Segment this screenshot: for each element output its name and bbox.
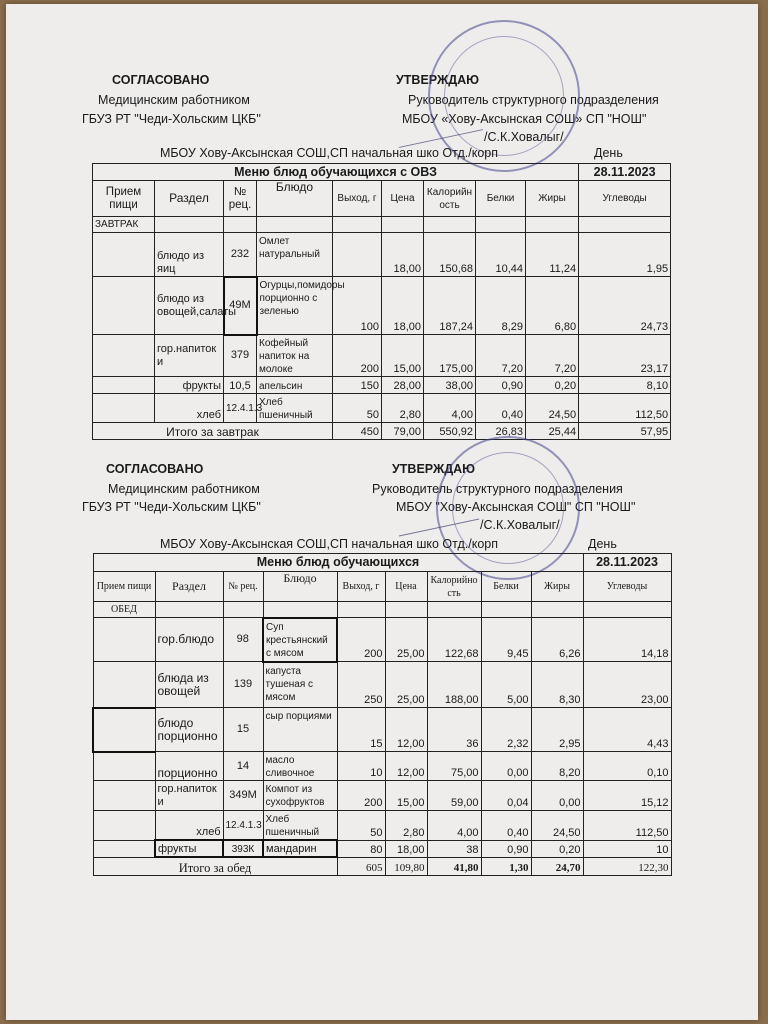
- row-price: 15,00: [385, 781, 427, 811]
- row-protein: 10,44: [476, 233, 526, 277]
- row-protein: 0,00: [481, 752, 531, 781]
- table-row: [93, 662, 671, 708]
- total-price: 109,80: [385, 857, 427, 875]
- row-yield: [333, 233, 382, 277]
- table-row: [93, 752, 671, 781]
- col-meal: Прием пищи: [93, 572, 155, 602]
- col-section: Раздел: [155, 181, 224, 217]
- table-row: [93, 781, 671, 811]
- day-label: День: [594, 146, 623, 160]
- row-carbs: 10: [583, 840, 671, 857]
- col-yield: Выход, г: [337, 572, 385, 602]
- menu-date: 28.11.2023: [583, 554, 671, 572]
- col-carbs: Углеводы: [579, 181, 671, 217]
- row-fat: 8,20: [531, 752, 583, 781]
- row-protein: 9,45: [481, 618, 531, 662]
- total-protein: 26,83: [476, 423, 526, 440]
- row-dish: Компот из сухофруктов: [263, 781, 337, 811]
- row-section: блюда из овощей: [155, 662, 223, 708]
- col-yield: Выход, г: [333, 181, 382, 217]
- row-dish: мандарин: [263, 840, 337, 857]
- row-price: 2,80: [382, 394, 424, 423]
- row-yield: 200: [337, 618, 385, 662]
- table-row: [93, 618, 671, 662]
- col-section: Раздел: [155, 572, 223, 602]
- table-row: [93, 811, 671, 841]
- row-section: гор.блюдо: [155, 618, 223, 662]
- table-row: [93, 394, 671, 423]
- row-kcal: 188,00: [427, 662, 481, 708]
- row-recipe: 14: [223, 752, 263, 781]
- table-row: [93, 840, 671, 857]
- row-section: блюдо из яиц: [155, 233, 224, 277]
- menu-date: 28.11.2023: [579, 164, 671, 181]
- row-dish: Суп крестьянский с мясом: [263, 618, 337, 662]
- total-carbs: 122,30: [583, 857, 671, 875]
- row-protein: 0,90: [481, 840, 531, 857]
- row-price: 18,00: [382, 277, 424, 335]
- row-price: 25,00: [385, 618, 427, 662]
- row-kcal: 4,00: [427, 811, 481, 841]
- row-yield: 200: [337, 781, 385, 811]
- table-row: [93, 335, 671, 377]
- row-section: порционно: [155, 752, 223, 781]
- row-protein: 0,04: [481, 781, 531, 811]
- row-carbs: 1,95: [579, 233, 671, 277]
- col-kcal: Калорийность: [427, 572, 481, 602]
- row-recipe: 49М: [224, 277, 257, 335]
- row-dish: масло сливочное: [263, 752, 337, 781]
- table-row: [93, 377, 671, 394]
- row-price: 18,00: [385, 840, 427, 857]
- row-fat: 24,50: [526, 394, 579, 423]
- row-price: 28,00: [382, 377, 424, 394]
- agreed-title: СОГЛАСОВАНО: [112, 73, 210, 87]
- row-carbs: 24,73: [579, 277, 671, 335]
- agreed-line-1: Медицинским работником: [98, 93, 250, 107]
- row-recipe: 15: [223, 708, 263, 752]
- total-yield: 605: [337, 857, 385, 875]
- row-price: 12,00: [385, 708, 427, 752]
- lunch-table: [92, 553, 672, 876]
- col-dish: Блюдо: [257, 181, 333, 217]
- row-price: 18,00: [382, 233, 424, 277]
- row-section: фрукты: [155, 840, 223, 857]
- row-dish: сыр порциями: [263, 708, 337, 752]
- row-fat: 11,24: [526, 233, 579, 277]
- row-recipe: 393К: [223, 840, 263, 857]
- col-recipe: № рец.: [224, 181, 257, 217]
- row-fat: 6,26: [531, 618, 583, 662]
- row-kcal: 38,00: [424, 377, 476, 394]
- agreed-line-2: ГБУЗ РТ "Чеди-Хольским ЦКБ": [82, 500, 261, 514]
- row-recipe: 232: [224, 233, 257, 277]
- col-fat: Жиры: [531, 572, 583, 602]
- row-recipe: 10,5: [224, 377, 257, 394]
- row-yield: 10: [337, 752, 385, 781]
- row-yield: 80: [337, 840, 385, 857]
- day-label: День: [588, 537, 617, 551]
- row-recipe: 12.4.1.3: [223, 811, 263, 841]
- row-kcal: 38: [427, 840, 481, 857]
- row-dish: Хлеб пшеничный: [263, 811, 337, 841]
- col-protein: Белки: [476, 181, 526, 217]
- row-carbs: 8,10: [579, 377, 671, 394]
- row-section: хлеб: [155, 394, 224, 423]
- table-row: [93, 277, 671, 335]
- col-price: Цена: [385, 572, 427, 602]
- total-fat: 25,44: [526, 423, 579, 440]
- approve-signer: /С.К.Ховалыг/: [484, 130, 564, 144]
- table-row: [93, 233, 671, 277]
- row-protein: 0,40: [481, 811, 531, 841]
- total-price: 79,00: [382, 423, 424, 440]
- agreed-line-1: Медицинским работником: [108, 482, 260, 496]
- approve-signer: /С.К.Ховалыг/: [480, 518, 560, 532]
- row-protein: 0,90: [476, 377, 526, 394]
- row-kcal: 187,24: [424, 277, 476, 335]
- row-carbs: 0,10: [583, 752, 671, 781]
- row-fat: 0,00: [531, 781, 583, 811]
- row-section: гор.напиток и: [155, 781, 223, 811]
- row-dish: Огурцы,помидоры порционно с зеленью: [257, 277, 333, 335]
- col-protein: Белки: [481, 572, 531, 602]
- row-yield: 250: [337, 662, 385, 708]
- row-recipe: 349М: [223, 781, 263, 811]
- col-meal: Прием пищи: [93, 181, 155, 217]
- row-kcal: 75,00: [427, 752, 481, 781]
- row-carbs: 15,12: [583, 781, 671, 811]
- total-fat: 24,70: [531, 857, 583, 875]
- meal-label: ЗАВТРАК: [93, 217, 155, 233]
- row-dish: апельсин: [257, 377, 333, 394]
- row-dish: Омлет натуральный: [257, 233, 333, 277]
- row-kcal: 4,00: [424, 394, 476, 423]
- col-carbs: Углеводы: [583, 572, 671, 602]
- total-label: Итого за обед: [93, 857, 337, 875]
- col-kcal: Калорийность: [424, 181, 476, 217]
- col-fat: Жиры: [526, 181, 579, 217]
- approve-title: УТВЕРЖДАЮ: [396, 73, 480, 87]
- total-kcal: 550,92: [424, 423, 476, 440]
- school-line: МБОУ Хову-Аксынская СОШ,СП начальная шко Отд./корп: [160, 146, 498, 160]
- row-fat: 0,20: [531, 840, 583, 857]
- row-recipe: 139: [223, 662, 263, 708]
- row-fat: 0,20: [526, 377, 579, 394]
- row-carbs: 14,18: [583, 618, 671, 662]
- row-fat: 7,20: [526, 335, 579, 377]
- row-fat: 2,95: [531, 708, 583, 752]
- row-kcal: 175,00: [424, 335, 476, 377]
- row-dish: капуста тушеная с мясом: [263, 662, 337, 708]
- row-section: фрукты: [155, 377, 224, 394]
- row-yield: 100: [333, 277, 382, 335]
- table-row: [93, 708, 671, 752]
- total-kcal: 41,80: [427, 857, 481, 875]
- agreed-title: СОГЛАСОВАНО: [106, 462, 204, 476]
- school-line: МБОУ Хову-Аксынская СОШ,СП начальная шко Отд./корп: [160, 537, 498, 551]
- row-recipe: 12.4.1.3: [224, 394, 257, 423]
- row-price: 2,80: [385, 811, 427, 841]
- row-yield: 200: [333, 335, 382, 377]
- approve-line-1: Руководитель структурного подразделения: [372, 482, 623, 496]
- row-dish: Кофейный напиток на молоке: [257, 335, 333, 377]
- row-fat: 8,30: [531, 662, 583, 708]
- row-dish: Хлеб пшеничный: [257, 394, 333, 423]
- row-recipe: 98: [223, 618, 263, 662]
- row-section: блюдо из овощей,салаты: [155, 277, 224, 335]
- agreed-line-2: ГБУЗ РТ "Чеди-Хольским ЦКБ": [82, 112, 261, 126]
- row-protein: 2,32: [481, 708, 531, 752]
- meal-label: ОБЕД: [93, 602, 155, 618]
- row-section: блюдо порционно: [155, 708, 223, 752]
- row-fat: 6,80: [526, 277, 579, 335]
- col-price: Цена: [382, 181, 424, 217]
- menu-title: Меню блюд обучающихся с ОВЗ: [93, 164, 579, 181]
- approve-line-1: Руководитель структурного подразделения: [408, 93, 659, 107]
- row-carbs: 23,17: [579, 335, 671, 377]
- row-kcal: 36: [427, 708, 481, 752]
- total-row: [93, 423, 671, 440]
- total-protein: 1,30: [481, 857, 531, 875]
- row-protein: 0,40: [476, 394, 526, 423]
- row-carbs: 112,50: [583, 811, 671, 841]
- row-kcal: 59,00: [427, 781, 481, 811]
- row-protein: 5,00: [481, 662, 531, 708]
- row-yield: 15: [337, 708, 385, 752]
- total-yield: 450: [333, 423, 382, 440]
- row-carbs: 4,43: [583, 708, 671, 752]
- row-price: 15,00: [382, 335, 424, 377]
- row-fat: 24,50: [531, 811, 583, 841]
- row-section: хлеб: [155, 811, 223, 841]
- row-price: 25,00: [385, 662, 427, 708]
- total-label: Итого за завтрак: [93, 423, 333, 440]
- col-recipe: № рец.: [223, 572, 263, 602]
- row-yield: 50: [333, 394, 382, 423]
- total-row: [93, 857, 671, 875]
- menu-title: Меню блюд обучающихся: [93, 554, 583, 572]
- row-recipe: 379: [224, 335, 257, 377]
- row-yield: 150: [333, 377, 382, 394]
- approve-title: УТВЕРЖДАЮ: [392, 462, 476, 476]
- row-kcal: 150,68: [424, 233, 476, 277]
- row-protein: 8,29: [476, 277, 526, 335]
- row-price: 12,00: [385, 752, 427, 781]
- col-dish: Блюдо: [263, 572, 337, 602]
- row-kcal: 122,68: [427, 618, 481, 662]
- row-carbs: 112,50: [579, 394, 671, 423]
- total-carbs: 57,95: [579, 423, 671, 440]
- row-section: гор.напиток и: [155, 335, 224, 377]
- breakfast-table: [92, 163, 671, 440]
- row-yield: 50: [337, 811, 385, 841]
- row-carbs: 23,00: [583, 662, 671, 708]
- approve-line-2: МБОУ «Хову-Аксынская СОШ» СП "НОШ": [402, 112, 647, 126]
- row-protein: 7,20: [476, 335, 526, 377]
- approve-line-2: МБОУ "Хову-Аксынская СОШ" СП "НОШ": [396, 500, 636, 514]
